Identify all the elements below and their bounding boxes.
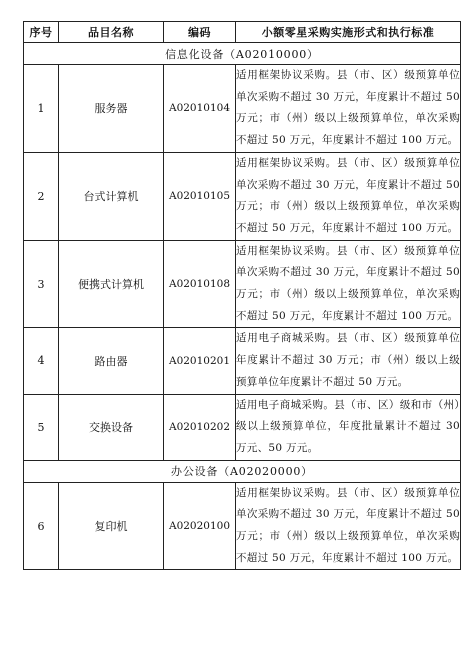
item-code: A02010201: [164, 328, 236, 394]
category-row: [24, 43, 461, 65]
item-name: 路由器: [59, 328, 164, 394]
row-index: 4: [24, 328, 59, 394]
row-index: 2: [24, 152, 59, 240]
procurement-method: 适用电子商城采购。县（市、区）级预算单位年度累计不超过 30 万元；市（州）级以上级预算单位年度累计不超过 50 万元。: [236, 328, 461, 394]
table-row: [24, 65, 461, 153]
item-name: 服务器: [59, 65, 164, 153]
table-row: [24, 482, 461, 570]
procurement-method: 适用框架协议采购。县（市、区）级预算单位单次采购不超过 30 万元，年度累计不超过 50 万元；市（州）级以上级预算单位，单次采购不超过 50 万元，年度累计不超过 100 万元。: [236, 482, 461, 570]
procurement-table: [23, 21, 461, 570]
procurement-method: 适用框架协议采购。县（市、区）级预算单位单次采购不超过 30 万元，年度累计不超过 50 万元；市（州）级以上级预算单位，单次采购不超过 50 万元，年度累计不超过 100 万元。: [236, 65, 461, 153]
item-code: A02010105: [164, 152, 236, 240]
header-method: 小额零星采购实施形式和执行标准: [236, 22, 461, 43]
item-code: A02010108: [164, 240, 236, 328]
category-row: [24, 460, 461, 482]
table-row: [24, 394, 461, 460]
item-name: 便携式计算机: [59, 240, 164, 328]
row-index: 3: [24, 240, 59, 328]
row-index: 6: [24, 482, 59, 570]
row-index: 5: [24, 394, 59, 460]
header-name: 品目名称: [59, 22, 164, 43]
procurement-method: 适用电子商城采购。县（市、区）级和市（州）级以上级预算单位，年度批量累计不超过 30 万元、50 万元。: [236, 394, 461, 460]
table-body: [24, 43, 461, 570]
procurement-method: 适用框架协议采购。县（市、区）级预算单位单次采购不超过 30 万元，年度累计不超过 50 万元；市（州）级以上级预算单位，单次采购不超过 50 万元，年度累计不超过 100 万元。: [236, 240, 461, 328]
header-index: 序号: [24, 22, 59, 43]
header-code: 编码: [164, 22, 236, 43]
table-row: [24, 152, 461, 240]
row-index: 1: [24, 65, 59, 153]
procurement-method: 适用框架协议采购。县（市、区）级预算单位单次采购不超过 30 万元，年度累计不超过 50 万元；市（州）级以上级预算单位，单次采购不超过 50 万元，年度累计不超过 100 万元。: [236, 152, 461, 240]
item-code: A02010202: [164, 394, 236, 460]
category-title: 信息化设备（A02010000）: [24, 43, 461, 65]
item-name: 交换设备: [59, 394, 164, 460]
table-row: [24, 328, 461, 394]
table-row: [24, 240, 461, 328]
item-code: A02020100: [164, 482, 236, 570]
category-title: 办公设备（A02020000）: [24, 460, 461, 482]
item-name: 台式计算机: [59, 152, 164, 240]
header-row: [24, 22, 461, 43]
item-code: A02010104: [164, 65, 236, 153]
item-name: 复印机: [59, 482, 164, 570]
